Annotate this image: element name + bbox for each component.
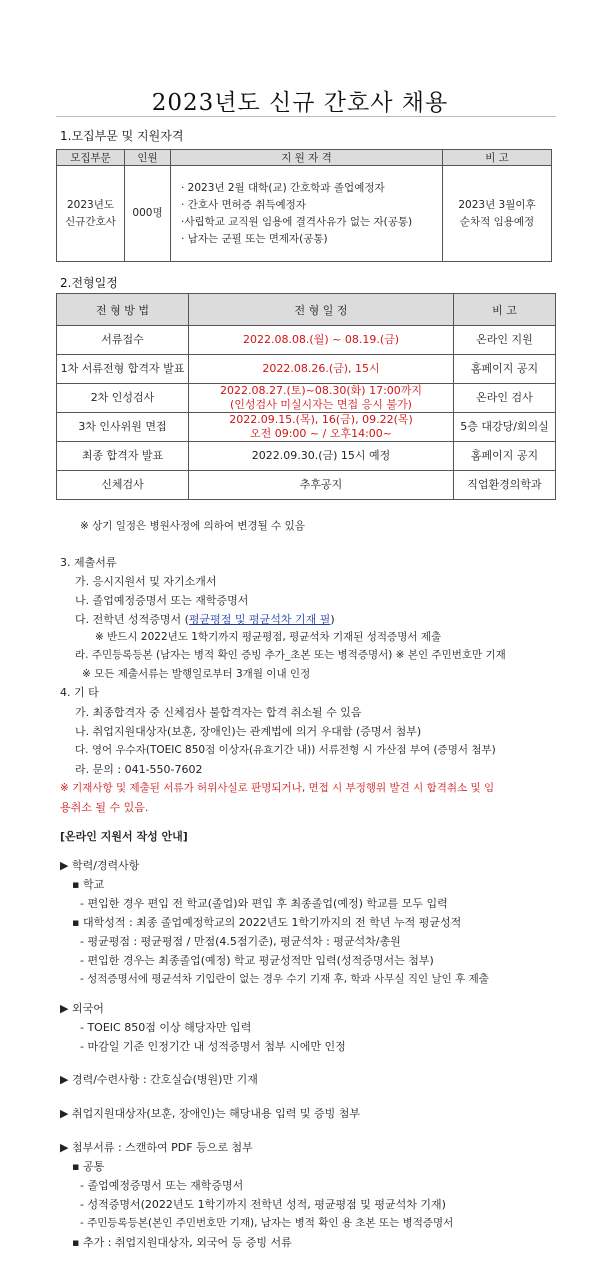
table-row xyxy=(57,166,552,262)
table-header-row xyxy=(57,150,552,166)
attach-item: - 주민등록등본(본인 주민번호만 기재), 남자는 병적 확인 용 초본 또는 병적증명서 xyxy=(80,1217,454,1229)
doc-item-3-prefix: 다. 전학년 성적증명서 ( xyxy=(75,613,189,626)
method-cell: 1차 서류전형 합격자 발표 xyxy=(57,355,189,384)
header-note: 비 고 xyxy=(443,150,552,166)
schedule-cell: 2022.08.08.(월) ~ 08.19.(금) xyxy=(189,326,454,355)
note-cell: 온라인 지원 xyxy=(454,326,556,355)
grade-title: ▪ 대학성적 : 최종 졸업예정학교의 2022년도 1학기까지의 전 학년 누적 평균성적 xyxy=(72,916,462,929)
attach-extra: ▪ 추가 : 취업지원대상자, 외국어 등 증빙 서류 xyxy=(72,1236,292,1249)
doc-item-3-sub: ※ 반드시 2022년도 1학기까지 평균평점, 평균석차 기재된 성적증명서 제출 xyxy=(95,631,442,643)
table-row xyxy=(57,326,556,355)
schedule-cell xyxy=(189,413,454,442)
section3-heading: 3. 제출서류 xyxy=(60,556,117,569)
count-cell: 000명 xyxy=(125,166,171,262)
table-row xyxy=(57,471,556,500)
veteran-title: ▶ 취업지원대상자(보훈, 장애인)는 해당내용 입력 및 증빙 첨부 xyxy=(60,1107,361,1120)
schedule-line2: 오전 09:00 ~ / 오후14:00~ xyxy=(249,427,393,440)
section2-heading: 2.전형일정 xyxy=(60,276,118,290)
lang-title: ▶ 외국어 xyxy=(60,1002,104,1015)
schedule-cell: 2022.08.26.(금), 15시 xyxy=(189,355,454,384)
etc-item-1: 가. 최종합격자 중 신체검사 불합격자는 합격 취소될 수 있음 xyxy=(75,706,362,719)
schedule-cell: 추후공지 xyxy=(189,471,454,500)
note-cell: 홈페이지 공지 xyxy=(454,355,556,384)
schedule-line2: (인성검사 미실시자는 면접 응시 불가) xyxy=(230,398,412,411)
dept-line2: 신규간호사 xyxy=(65,215,116,228)
school-title: ▪ 학교 xyxy=(72,878,105,891)
schedule-cell: 2022.09.30.(금) 15시 예정 xyxy=(189,442,454,471)
method-cell: 신체검사 xyxy=(57,471,189,500)
warning-line-2: 용취소 될 수 있음. xyxy=(60,801,149,814)
header-count: 인원 xyxy=(125,150,171,166)
schedule-line1: 2022.08.27.(토)~08.30(화) 17:00까지 xyxy=(219,384,423,397)
note-cell: 직업환경의학과 xyxy=(454,471,556,500)
note-cell xyxy=(443,166,552,262)
table-row xyxy=(57,355,556,384)
schedule-cell xyxy=(189,384,454,413)
note-line2: 순차적 임용예정 xyxy=(459,215,535,228)
table-row xyxy=(57,442,556,471)
lang-item: - 마감일 기준 인정기간 내 성적증명서 첨부 시에만 인정 xyxy=(80,1040,346,1053)
attach-item: - 졸업예정증명서 또는 재학증명서 xyxy=(80,1179,244,1192)
career-title: ▶ 경력/수련사항 : 간호실습(병원)만 기재 xyxy=(60,1073,258,1086)
header-dept: 모집부문 xyxy=(57,150,125,166)
doc-item-2: 나. 졸업예정증명서 또는 재학증명서 xyxy=(75,594,249,607)
section4-heading: 4. 기 타 xyxy=(60,686,99,699)
header-qual: 지 원 자 격 xyxy=(171,150,443,166)
grade-item: - 편입한 경우는 최종졸업(예정) 학교 평균성적만 입력(성적증명서는 첨부) xyxy=(80,954,434,967)
qual-item: · 간호사 면허증 취득예정자 xyxy=(181,198,306,211)
lang-item: - TOEIC 850점 이상 해당자만 입력 xyxy=(80,1021,252,1034)
attach-item: - 성적증명서(2022년도 1학기까지 전학년 성적, 평균평점 및 평균석차 기재) xyxy=(80,1198,446,1211)
method-cell: 서류접수 xyxy=(57,326,189,355)
online-guide-heading: [온라인 지원서 작성 안내] xyxy=(60,830,188,843)
recruitment-table xyxy=(56,149,552,262)
etc-item-2: 나. 취업지원대상자(보훈, 장애인)는 관계법에 의거 우대함 (증명서 첨부) xyxy=(75,725,422,738)
schedule-line1: 2022.09.15.(목), 16(금), 09.22(목) xyxy=(229,413,413,426)
note-cell: 홈페이지 공지 xyxy=(454,442,556,471)
note-cell: 온라인 검사 xyxy=(454,384,556,413)
table-row xyxy=(57,413,556,442)
qual-item: ·사립학교 교직원 임용에 결격사유가 없는 자(공통) xyxy=(181,215,413,228)
header-schedule: 전 형 일 정 xyxy=(189,294,454,326)
etc-item-4: 라. 문의 : 041-550-7602 xyxy=(75,763,203,776)
attach-title: ▶ 첨부서류 : 스캔하여 PDF 등으로 첨부 xyxy=(60,1141,253,1154)
header-note: 비 고 xyxy=(454,294,556,326)
method-cell: 최종 합격자 발표 xyxy=(57,442,189,471)
dept-cell xyxy=(57,166,125,262)
section1-heading: 1.모집부문 및 지원자격 xyxy=(60,129,184,143)
doc-item-1: 가. 응시지원서 및 자기소개서 xyxy=(75,575,217,588)
etc-item-3: 다. 영어 우수자(TOEIC 850점 이상자(유효기간 내)) 서류전형 시 가산점 부여 (증명서 첨부) xyxy=(75,744,496,756)
doc-item-4: 라. 주민등록등본 (남자는 병적 확인 증빙 추가_초본 또는 병적증명서) ※ 본인 주민번호만 기재 xyxy=(75,649,506,661)
table-header-row xyxy=(57,294,556,326)
grade-requirement-link: 평균평점 및 평균석차 기재 필 xyxy=(188,613,331,626)
method-cell: 2차 인성검사 xyxy=(57,384,189,413)
doc-item-3-suffix: ) xyxy=(330,613,335,626)
schedule-footnote: ※ 상기 일정은 병원사정에 의하여 변경될 수 있음 xyxy=(80,520,305,532)
qual-item: · 남자는 군필 또는 면제자(공통) xyxy=(181,232,328,245)
attach-common-title: ▪ 공통 xyxy=(72,1160,105,1173)
method-cell: 3차 인사위원 면접 xyxy=(57,413,189,442)
warning-line-1: ※ 기재사항 및 제출된 서류가 허위사실로 판명되거나, 면접 시 부정행위 발견 시 합격취소 및 임 xyxy=(60,782,495,794)
edu-title: ▶ 학력/경력사항 xyxy=(60,859,140,872)
header-method: 전 형 방 법 xyxy=(57,294,189,326)
qual-item: · 2023년 2월 대학(교) 간호학과 졸업예정자 xyxy=(181,181,385,194)
grade-item: - 성적증명서에 평균석차 기입란이 없는 경우 수기 기재 후, 학과 사무실 직인 날인 후 제출 xyxy=(80,973,489,985)
dept-line1: 2023년도 xyxy=(66,198,114,211)
doc-note: ※ 모든 제출서류는 발행일로부터 3개월 이내 인정 xyxy=(82,668,311,680)
grade-item: - 평균평점 : 평균평점 / 만점(4.5점기준), 평균석차 : 평균석차/총원 xyxy=(80,935,401,948)
title-divider xyxy=(56,116,556,117)
table-row xyxy=(57,384,556,413)
note-cell: 5층 대강당/회의실 xyxy=(454,413,556,442)
doc-item-3 xyxy=(75,611,335,627)
note-line1: 2023년 3월이후 xyxy=(458,198,536,211)
page-title: 2023년도 신규 간호사 채용 xyxy=(151,90,449,116)
schedule-table xyxy=(56,293,556,500)
school-item: - 편입한 경우 편입 전 학교(졸업)와 편입 후 최종졸업(예정) 학교를 모두 입력 xyxy=(80,897,448,910)
qual-cell xyxy=(171,166,443,262)
